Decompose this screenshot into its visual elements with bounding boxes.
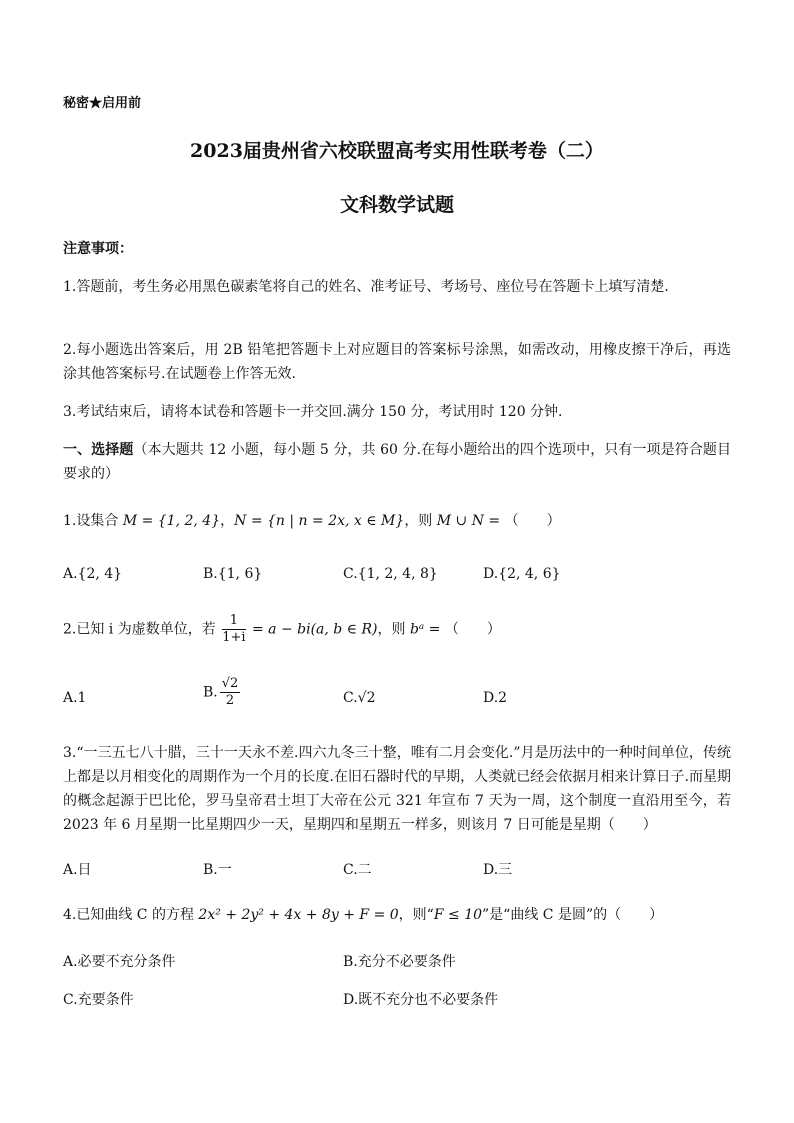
q2-option-b-prefix: B. [203, 684, 218, 701]
question-2-stem [63, 613, 731, 646]
q4-text-b: ，则“ [398, 907, 434, 923]
q2-expression: bᵃ [409, 621, 425, 638]
confidential-label: 秘密★启用前 [63, 96, 142, 111]
question-1-stem [63, 509, 731, 533]
q4-option-b[interactable]: B.充分不必要条件 [343, 954, 456, 970]
q2-equation: = a − bi(a, b ∈ R) [247, 621, 378, 638]
notice-item-3: 3.考试结束后，请将本试卷和答题卡一并交回.满分 150 分，考试用时 120 分钟. [63, 404, 563, 420]
q4-text-a: 4.已知曲线 C 的方程 [63, 907, 199, 923]
q2-option-b-denominator: 2 [225, 693, 235, 708]
q3-option-d[interactable]: D.三 [483, 862, 513, 878]
q2-option-b[interactable] [203, 676, 242, 709]
q2-fraction [222, 613, 245, 646]
q4-equation: 2x² + 2y² + 4x + 8y + F = 0 [198, 907, 399, 923]
q3-option-b[interactable]: B.一 [203, 862, 232, 878]
q4-option-a[interactable]: A.必要不充分条件 [63, 954, 176, 970]
q1-set-n: N = {n | n = 2x, x ∈ M} [234, 513, 405, 529]
notice-item-1: 1.答题前，考生务必用黑色碳素笔将自己的姓名、准考证号、考场号、座位号在答题卡上填写清楚. [63, 279, 669, 295]
section-header [63, 438, 731, 486]
q2-option-a[interactable]: A.1 [63, 690, 87, 706]
q3-option-a[interactable]: A.日 [63, 862, 92, 878]
q1-option-d[interactable]: D.{2, 4, 6} [483, 566, 561, 582]
section-description: （本大题共 12 小题，每小题 5 分，共 60 分.在每小题给出的四个选项中，只有一项是符合题目要求的） [63, 442, 732, 482]
notice-item-2: 2.每小题选出答案后，用 2B 铅笔把答题卡上对应题目的答案标号涂黑，如需改动，用橡皮擦干净后，再选涂其他答案标号.在试题卷上作答无效. [63, 342, 731, 382]
q1-text-b: ，则 [404, 513, 437, 529]
exam-subtitle: 文科数学试题 [339, 194, 454, 216]
q1-option-a[interactable]: A.{2, 4} [63, 566, 123, 582]
q4-option-d[interactable]: D.既不充分也不必要条件 [343, 992, 499, 1008]
q2-option-b-numerator: √2 [221, 676, 239, 691]
q1-set-m: M = {1, 2, 4} [122, 513, 221, 529]
q1-option-c[interactable]: C.{1, 2, 4, 8} [343, 566, 438, 582]
q2-fraction-numerator: 1 [222, 613, 245, 630]
q1-text-a: 1.设集合 [63, 513, 123, 529]
q2-option-d[interactable]: D.2 [483, 690, 508, 706]
q2-fraction-denominator: 1+i [222, 630, 246, 645]
q2-text-a: 2.已知 i 为虚数单位，若 [63, 621, 221, 638]
q1-text-c: = （ ） [483, 513, 561, 529]
q2-option-c[interactable]: C.√2 [343, 690, 376, 706]
q4-option-c[interactable]: C.充要条件 [63, 992, 134, 1008]
question-3-stem: 3.“一三五七八十腊，三十一天永不差.四六九冬三十整，唯有二月会变化.”月是历法中的一种时间单位，传统上都是以月相变化的周期作为一个月的长度.在旧石器时代的早期，人类就已经会依据月相来计算日子.而星期的概念起源于巴比伦，罗马皇帝君士坦丁大帝在公元 321 年宣布 7 天为一周，这个制度一直沿用至今，若 2023 年 6 月星期一比星期四少一天，星期四和星期五一样多，则该月 7 日可能是星期（ ） [63, 745, 731, 833]
q2-text-c: ，则 [377, 621, 410, 638]
section-title: 一、选择题 [63, 442, 134, 458]
question-4-stem [63, 903, 731, 927]
q4-condition: F ≤ 10 [433, 907, 483, 923]
q4-text-c: ”是“曲线 C 是圆”的（ ） [482, 907, 664, 923]
q3-option-c[interactable]: C.二 [343, 862, 372, 878]
q1-expression: M ∪ N [436, 513, 484, 529]
exam-title: 2023届贵州省六校联盟高考实用性联考卷（二） [190, 140, 604, 162]
q2-text-d: = （ ） [424, 621, 501, 638]
notice-heading: 注意事项： [63, 241, 133, 257]
q1-option-b[interactable]: B.{1, 6} [203, 566, 263, 582]
q1-separator: ， [220, 513, 235, 529]
q2-option-b-fraction [220, 676, 241, 709]
